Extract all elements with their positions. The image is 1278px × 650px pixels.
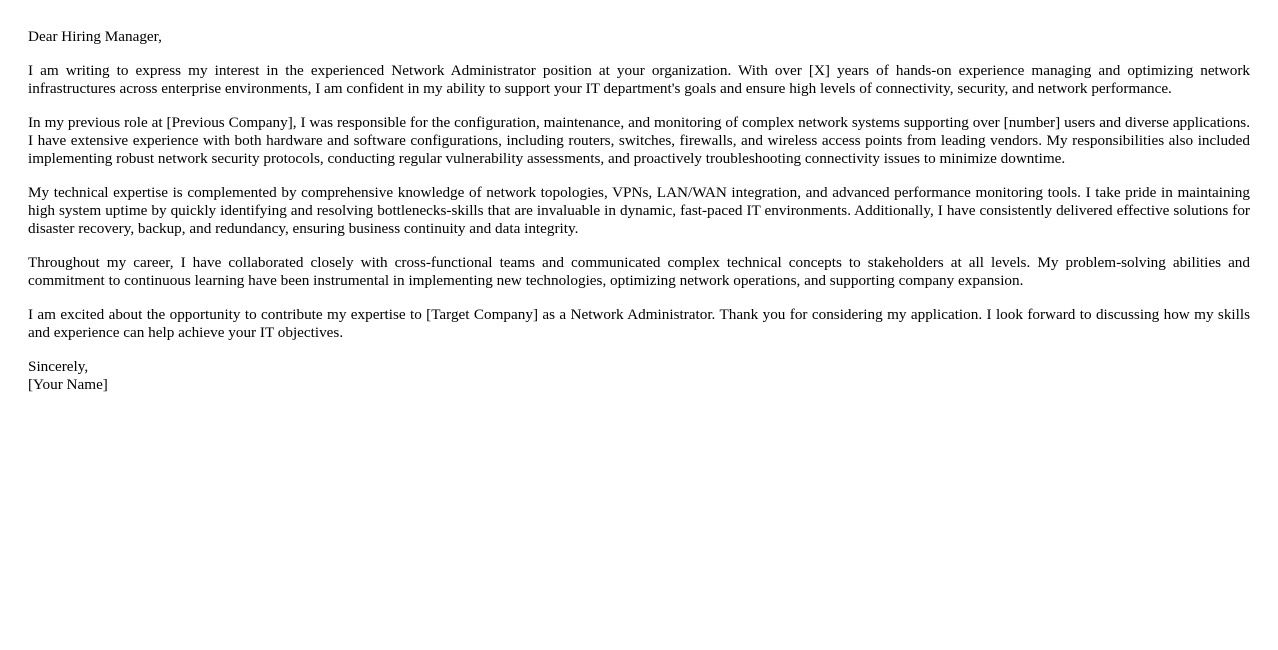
closing: Sincerely, <box>28 358 89 375</box>
signature: [Your Name] <box>28 376 108 393</box>
paragraph-technical-expertise: My technical expertise is complemented by comprehensive knowledge of network topologies, VPNs, LAN/WAN integration, and advanced performance monitoring tools. I take pride in maintaining high system uptime by quickly identifying and resolving bottlenecks-skills that are invaluable in dynamic, fast-paced IT environments. Additionally, I have consistently delivered effective solutions for disaster recovery, backup, and redundancy, ensuring business continuity and data integrity. <box>28 184 1250 237</box>
closing-block <box>28 358 1250 394</box>
paragraph-previous-role: In my previous role at [Previous Company], I was responsible for the configuration, maintenance, and monitoring of complex network systems supporting over [number] users and diverse applications. I have extensive experience with both hardware and software configurations, including routers, switches, firewalls, and wireless access points from leading vendors. My responsibilities also included implementing robust network security protocols, conducting regular vulnerability assessments, and proactively troubleshooting connectivity issues to minimize downtime. <box>28 114 1250 167</box>
paragraph-conclusion: I am excited about the opportunity to contribute my expertise to [Target Company] as a Network Administrator. Thank you for considering my application. I look forward to discussing how my skills and experience can help achieve your IT objectives. <box>28 306 1250 341</box>
cover-letter <box>28 28 1250 410</box>
salutation: Dear Hiring Manager, <box>28 28 162 45</box>
paragraph-intro: I am writing to express my interest in the experienced Network Administrator position at your organization. With over [X] years of hands-on experience managing and optimizing network infrastructures across enterprise environments, I am confident in my ability to support your IT department's goals and ensure high levels of connectivity, security, and network performance. <box>28 62 1250 97</box>
paragraph-collaboration: Throughout my career, I have collaborated closely with cross-functional teams and communicated complex technical concepts to stakeholders at all levels. My problem-solving abilities and commitment to continuous learning have been instrumental in implementing new technologies, optimizing network operations, and supporting company expansion. <box>28 254 1250 289</box>
